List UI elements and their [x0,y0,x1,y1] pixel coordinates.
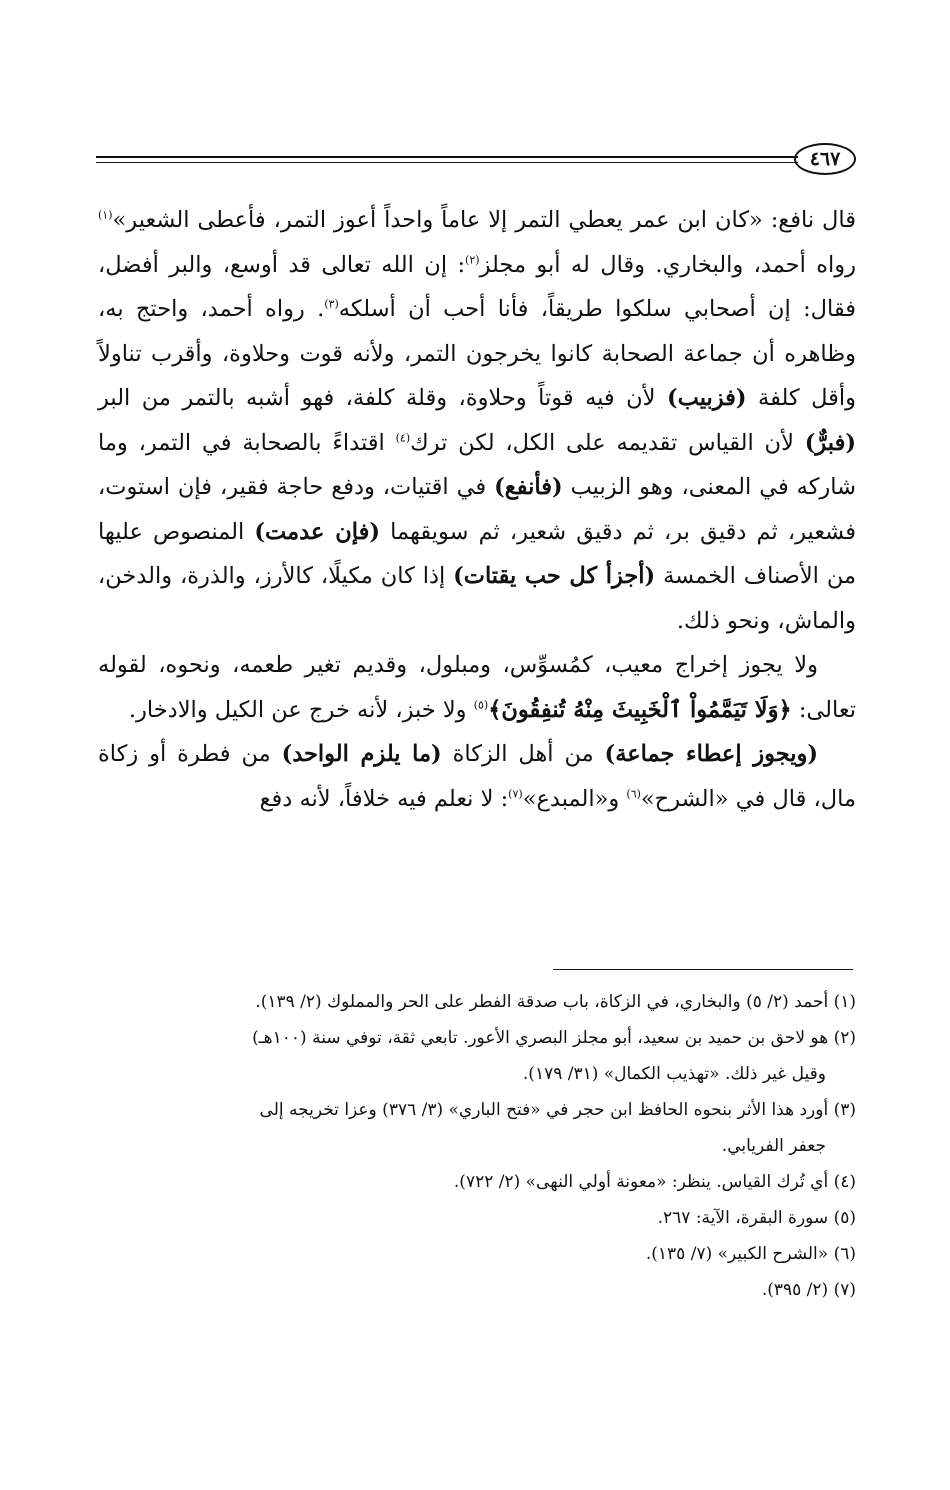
footnote-2: (٢) هو لاحق بن حميد بن سعيد، أبو مجلز البصري الأعور. تابعي ثقة، توفي سنة (١٠٠هـ) [252,1028,856,1048]
paragraph-2: ولا يجوز إخراج معيب، كمُسوِّس، ومبلول، وقديم تغير طعمه، ونحوه، لقوله تعالى: ﴿وَلَا تَيَمَّمُواْ ٱلْخَبِيثَ مِنْهُ تُنفِقُونَ﴾$^{(٥)}$ ولا خبز، لأنه خرج عن الكيل والادخار. [98,652,856,723]
footnote-3-continued: جعفر الفريابي. [721,1136,826,1156]
footnote-5: (٥) سورة البقرة، الآية: ٢٦٧. [657,1208,856,1228]
footnote-ref: (٦) [626,787,641,800]
bold-term: (فبرٌّ) [804,429,856,456]
bold-term: (ما يلزم الواحد) [281,741,442,767]
bold-term: (فأنفع) [494,474,563,500]
paragraph-3: (ويجوز إعطاء جماعة) من أهل الزكاة (ما يلزم الواحد) من فطرة أو زكاة مال، قال في «الشرح»$^{(٦)}$ و«المبدع»$^{(٧)}$: لا نعلم فيه خلافاً، لأنه دفع [98,741,856,812]
bold-term: (أجزأ كل حب يقتات) [453,563,656,589]
paragraph-1: قال نافع: «كان ابن عمر يعطي التمر إلا عاماً واحداً أعوز التمر، فأعطى الشعير»$^{(١)}$ رواه أحمد، والبخاري. وقال له أبو مجلز$^{(٢)}$: إن الله تعالى قد أوسع، والبر أفضل، فقال: إن أصحابي سلكوا طريقاً، فأنا أحب أن أسلكه$^{(٣)}$. رواه أحمد، واحتج به، وظاهره أن جماعة الصحابة كانوا يخرجون التمر، ولأنه قوت وحلاوة، وأقرب تناولاً وأقل كلفة (فزبيب) لأن فيه قوتاً وحلاوة، وقلة كلفة، فهو أشبه بالتمر من البر (فبرٌّ) لأن القياس تقديمه على الكل، لكن ترك$^{(٤)}$ اقتداءً بالصحابة في التمر، وما شاركه في المعنى، وهو الزبيب (فأنفع) في اقتيات، ودفع حاجة فقير، فإن استوت، فشعير، ثم دقيق بر، ثم دقيق شعير، ثم سويقهما (فإن عدمت) المنصوص عليها من الأصناف الخمسة (أجزأ كل حب يقتات) إذا كان مكيلًا، كالأرز، والذرة، والدخن، والماش، ونحو ذلك. [98,207,857,634]
footnotes [96,984,856,1308]
footnote-ref: (٢) [465,253,480,266]
footnote-7: (٧) (٢/ ٣٩٥). [761,1280,856,1300]
footnote-4: (٤) أي تُرك القياس. ينظر: «معونة أولي النهى» (٢/ ٧٢٢). [453,1172,856,1192]
bold-term: (فزبيب) [666,385,747,411]
footnote-ref: (٧) [508,787,523,800]
footnote-2-continued: وقيل غير ذلك. «تهذيب الكمال» (٣١/ ١٧٩). [522,1064,826,1084]
footnote-6: (٦) «الشرح الكبير» (٧/ ١٣٥). [645,1244,856,1264]
footnote-separator [553,969,853,970]
header-rule [96,156,798,163]
footnote-3: (٣) أورد هذا الأثر بنحوه الحافظ ابن حجر في «فتح الباري» (٣/ ٣٧٦) وعزا تخريجه إلى [259,1100,856,1120]
footnote-ref: (٣) [324,297,339,311]
footnote-ref: (١) [98,208,113,222]
bold-term: (فإن عدمت) [254,518,380,545]
page-number: ٤٦٧ [794,143,856,175]
footnote-ref: (٤) [395,431,411,444]
main-text [98,198,856,821]
page-header [96,143,856,183]
footnote-ref: (٥) [473,698,489,711]
bold-term: (ويجوز إعطاء جماعة) [604,741,818,767]
quran-verse: ﴿وَلَا تَيَمَّمُواْ ٱلْخَبِيثَ مِنْهُ تُنفِقُونَ﴾ [488,696,792,723]
footnote-1: (١) أحمد (٢/ ٥) والبخاري، في الزكاة، باب صدقة الفطر على الحر والمملوك (٢/ ١٣٩). [255,992,856,1012]
